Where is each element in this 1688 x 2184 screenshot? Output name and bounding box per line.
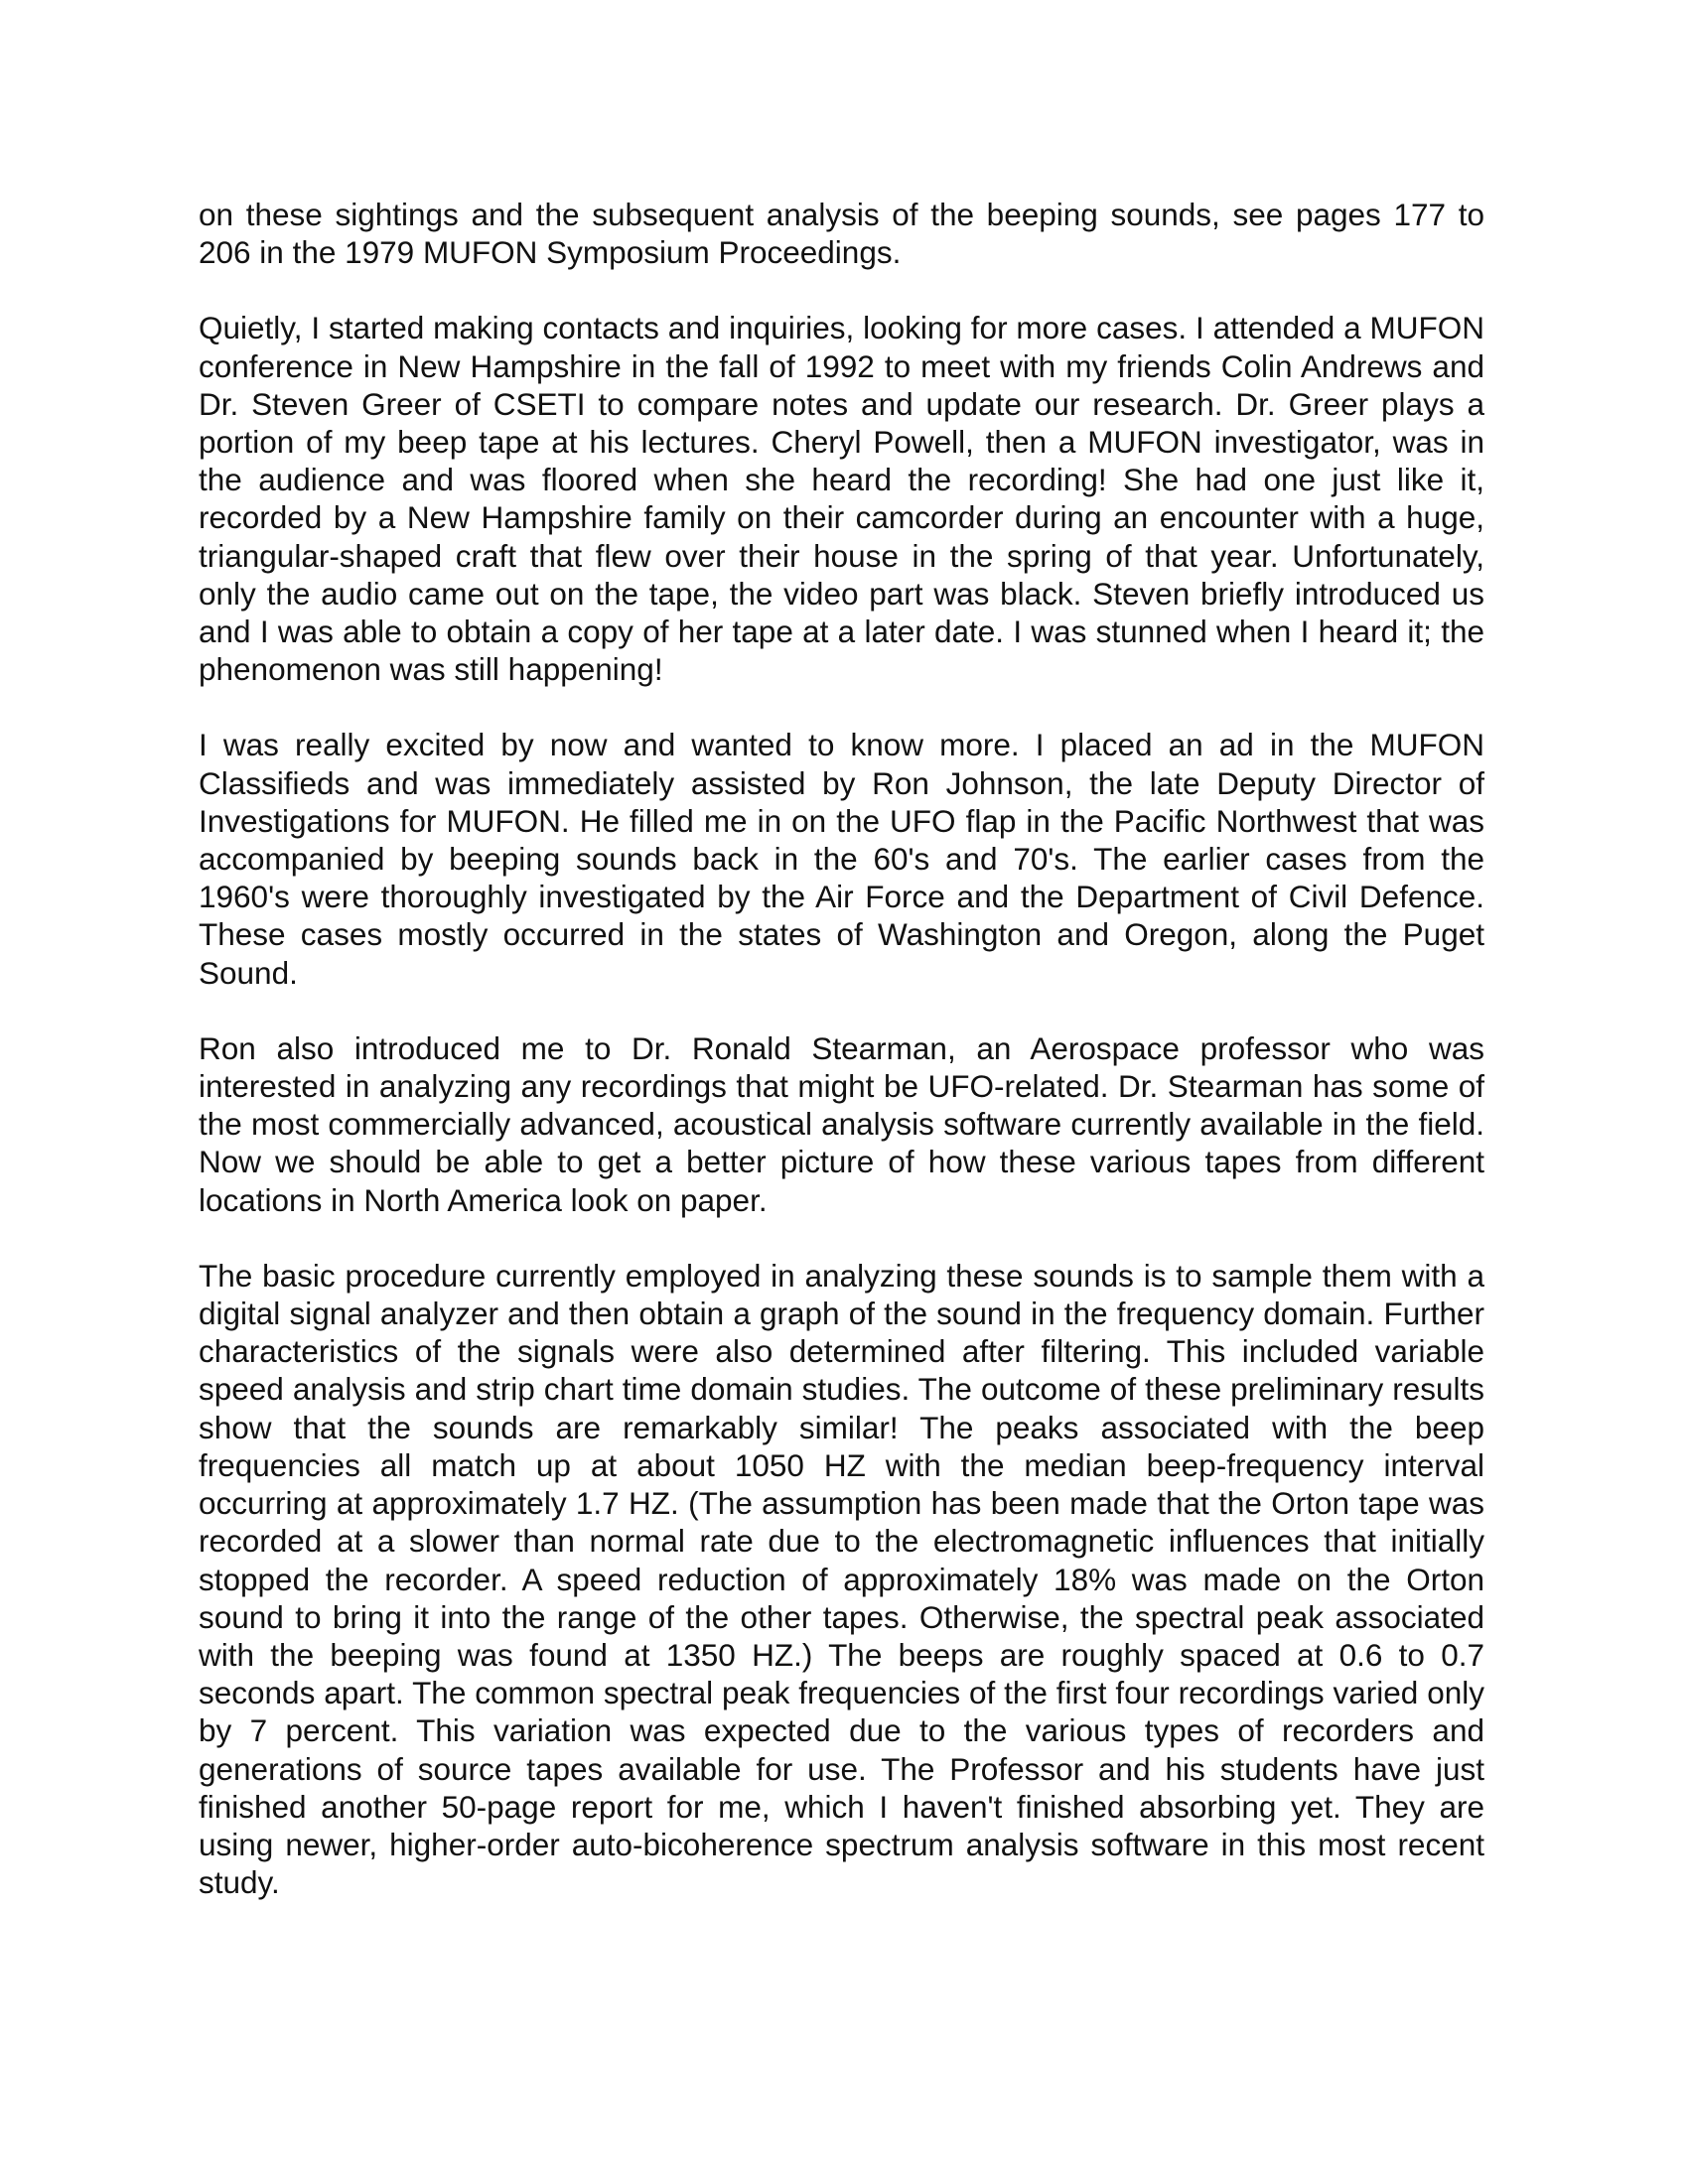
document-page xyxy=(199,196,1484,1939)
paragraph-continuation: on these sightings and the subsequent analysis of the beeping sounds, see pages 177 to 206 in the 1979 MUFON Symposium Proceedings. xyxy=(199,197,1484,271)
paragraph-classifieds: I was really excited by now and wanted to know more. I placed an ad in the MUFON Classifieds and was immediately assisted by Ron Johnson, the late Deputy Director of Investigations for MUFON. He filled me in on the UFO flap in the Pacific Northwest that was accompanied by beeping sounds back in the 60's and 70's. The earlier cases from the 1960's were thoroughly investigated by the Air Force and the Department of Civil Defence. These cases mostly occurred in the states of Washington and Oregon, along the Puget Sound. xyxy=(199,727,1484,991)
paragraph-stearman: Ron also introduced me to Dr. Ronald Stearman, an Aerospace professor who was interested in analyzing any recordings that might be UFO-related. Dr. Stearman has some of the most commercially advanced, acoustical analysis software currently available in the field. Now we should be able to get a better picture of how these various tapes from different locations in North America look on paper. xyxy=(199,1029,1484,1218)
paragraph-analysis: The basic procedure currently employed in analyzing these sounds is to sample them with a digital signal analyzer and then obtain a graph of the sound in the frequency domain. Further characteristics of the signals were also determined after filtering. This included variable speed analysis and strip chart time domain studies. The outcome of these preliminary results show that the sounds are remarkably similar! The peaks associated with the beep frequencies all match up at about 1050 HZ with the median beep-frequency interval occurring at approximately 1.7 HZ. (The assumption has been made that the Orton tape was recorded at a slower than normal rate due to the electromagnetic influences that initially stopped the recorder. A speed reduction of approximately 18% was made on the Orton sound to bring it into the range of the other tapes. Otherwise, the spectral peak associated with the beeping was found at 1350 HZ.) The beeps are roughly spaced at 0.6 to 0.7 seconds apart. The common spectral peak frequencies of the first four recordings varied only by 7 percent. This variation was expected due to the various types of recorders and generations of source tapes available for use. The Professor and his students have just finished another 50-page report for me, which I haven't finished absorbing yet. They are using newer, higher-order auto-bicoherence spectrum analysis software in this most recent study. xyxy=(199,1257,1484,1901)
paragraph-contacts: Quietly, I started making contacts and inquiries, looking for more cases. I attended a MUFON conference in New Hampshire in the fall of 1992 to meet with my friends Colin Andrews and Dr. Steven Greer of CSETI to compare notes and update our research. Dr. Greer plays a portion of my beep tape at his lectures. Cheryl Powell, then a MUFON investigator, was in the audience and was floored when she heard the recording! She had one just like it, recorded by a New Hampshire family on their camcorder during an encounter with a huge, triangular-shaped craft that flew over their house in the spring of that year. Unfortunately, only the audio came out on the tape, the video part was black. Steven briefly introduced us and I was able to obtain a copy of her tape at a later date. I was stunned when I heard it; the phenomenon was still happening! xyxy=(199,310,1484,688)
